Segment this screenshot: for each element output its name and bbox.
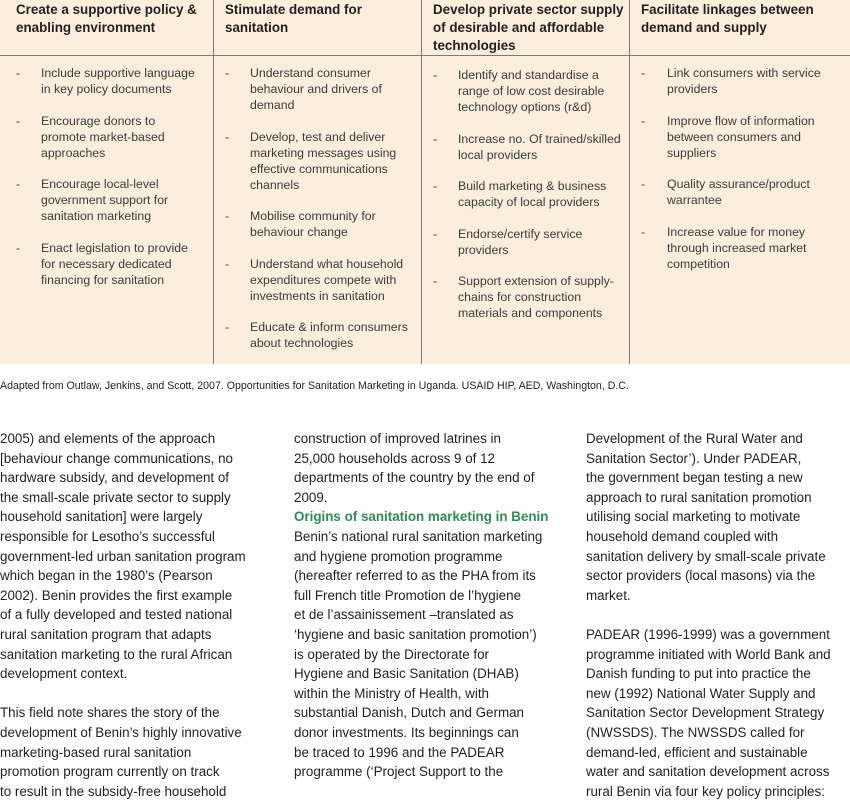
column-list xyxy=(214,65,421,367)
list-item: - Encourage donors to promote market-based approaches xyxy=(16,113,165,160)
paragraph: Benin’s national rural sanitation marketing and hygiene promotion programme (hereafter referred to as the PHA from its full French title Promotion de l’hygiene et de l’assainissement –translated as ‘hygiene and basic sanitation promotion’) is operated by the Directorate for Hygiene and Basic Sanitation (DHAB) within the Ministry of Health, with substantial Danish, Dutch and German donor investments. Its beginnings can be traced to 1996 and the PADEAR programme (‘Project Support to the xyxy=(294,528,543,780)
bullet-dash: - xyxy=(641,66,646,80)
bullet-dash: - xyxy=(433,179,438,193)
bullet-dash: - xyxy=(225,129,230,144)
framework-table xyxy=(0,0,850,364)
bullet-dash: - xyxy=(225,320,230,334)
paragraph: PADEAR (1996-1999) was a government programme initiated with World Bank and Danish funding to put into practice the new (1992) National Water Supply and Sanitation Sector Development Strategy (NWSSDS). The NWSSDS called for demand-led, efficient and sustainable water and sanitation development across rural Benin via four key policy principles: xyxy=(586,626,831,799)
paragraph: Development of the Rural Water and Sanitation Sector’). Under PADEAR, the government began testing a new approach to rural sanitation promotion utilising social marketing to motivate household demand coupled with sanitation delivery by small-scale private sector providers (local masons) via the market. xyxy=(586,431,826,603)
bullet-dash: - xyxy=(16,240,21,255)
bullet-dash: - xyxy=(16,177,21,191)
column-heading: Create a supportive policy & enabling environment xyxy=(0,0,213,56)
column-heading: Develop private sector supply of desirable and affordable technologies xyxy=(422,0,629,56)
bullet-dash: - xyxy=(225,66,230,80)
bullet-dash: - xyxy=(433,68,438,82)
bullet-dash: - xyxy=(433,226,438,241)
body-column-2 xyxy=(294,429,570,782)
column-heading: Stimulate demand for sanitation xyxy=(214,0,421,56)
list-item: - Mobilise community for behaviour change xyxy=(225,209,376,239)
bullet-dash: - xyxy=(641,224,646,239)
list-item: - Build marketing & business capacity of local providers xyxy=(433,179,607,209)
column-list xyxy=(630,65,850,287)
list-item: - Increase no. Of trained/skilled local providers xyxy=(433,131,621,162)
bullet-dash: - xyxy=(433,274,438,288)
bullet-dash: - xyxy=(641,177,646,191)
bullet-dash: - xyxy=(225,256,230,271)
table-column-demand xyxy=(213,0,421,364)
list-item: - Include supportive language in key policy documents xyxy=(16,66,195,96)
table-caption: Adapted from Outlaw, Jenkins, and Scott, 2007. Opportunities for Sanitation Marketing in Uganda. USAID HIP, AED, Washington, D.C. xyxy=(0,380,629,392)
list-item: - Understand consumer behaviour and drivers of demand xyxy=(225,66,382,112)
body-column-3 xyxy=(586,429,850,801)
column-list xyxy=(0,65,213,303)
list-item: - Endorse/certify service providers xyxy=(433,226,583,257)
table-column-policy xyxy=(0,0,213,364)
bullet-dash: - xyxy=(16,113,21,128)
list-item: - Support extension of supply- chains for construction materials and components xyxy=(433,274,614,320)
list-item: - Identify and standardise a range of low cost desirable technology options (r&d) xyxy=(433,68,605,114)
list-item: - Increase value for money through increased market competition xyxy=(641,224,807,271)
list-item: - Develop, test and deliver marketing messages using effective communications channels xyxy=(225,129,397,192)
bullet-dash: - xyxy=(433,131,438,146)
paragraph: This field note shares the story of the development of Benin’s highly innovative marketing-based rural sanitation promotion program currently on track to result in the subsidy-free household xyxy=(0,705,242,799)
column-list xyxy=(422,67,629,337)
list-item: - Educate & inform consumers about technologies xyxy=(225,320,408,350)
list-item: - Understand what household expenditures compete with investments in sanitation xyxy=(225,256,404,303)
list-item: - Encourage local-level government support for sanitation marketing xyxy=(16,177,169,223)
list-item: - Enact legislation to provide for necessary dedicated financing for sanitation xyxy=(16,240,188,287)
table-column-supply xyxy=(421,0,629,364)
bullet-dash: - xyxy=(641,113,646,128)
list-item: - Link consumers with service providers xyxy=(641,66,821,96)
table-column-linkages xyxy=(629,0,850,364)
list-item: - Quality assurance/product warrantee xyxy=(641,177,810,207)
column-heading: Facilitate linkages between demand and supply xyxy=(630,0,850,56)
list-item: - Improve flow of information between consumers and suppliers xyxy=(641,113,815,160)
bullet-dash: - xyxy=(16,66,21,80)
paragraph: construction of improved latrines in 25,000 households across 9 of 12 departments of the country by the end of 2009. xyxy=(294,431,535,505)
bullet-dash: - xyxy=(225,209,230,223)
paragraph: 2005) and elements of the approach [behaviour change communications, no hardware subsidy, and development of the small-scale private sector to supply household sanitation] were largely responsible for Lesotho’s successful government-led urban sanitation program which began in the 1980’s (Pearson 2002). Benin provides the first example of a fully developed and tested national rural sanitation program that adapts sanitation marketing to the rural African development context. xyxy=(0,431,246,682)
section-subheading: Origins of sanitation marketing in Benin xyxy=(294,509,549,525)
body-column-1 xyxy=(0,429,270,801)
